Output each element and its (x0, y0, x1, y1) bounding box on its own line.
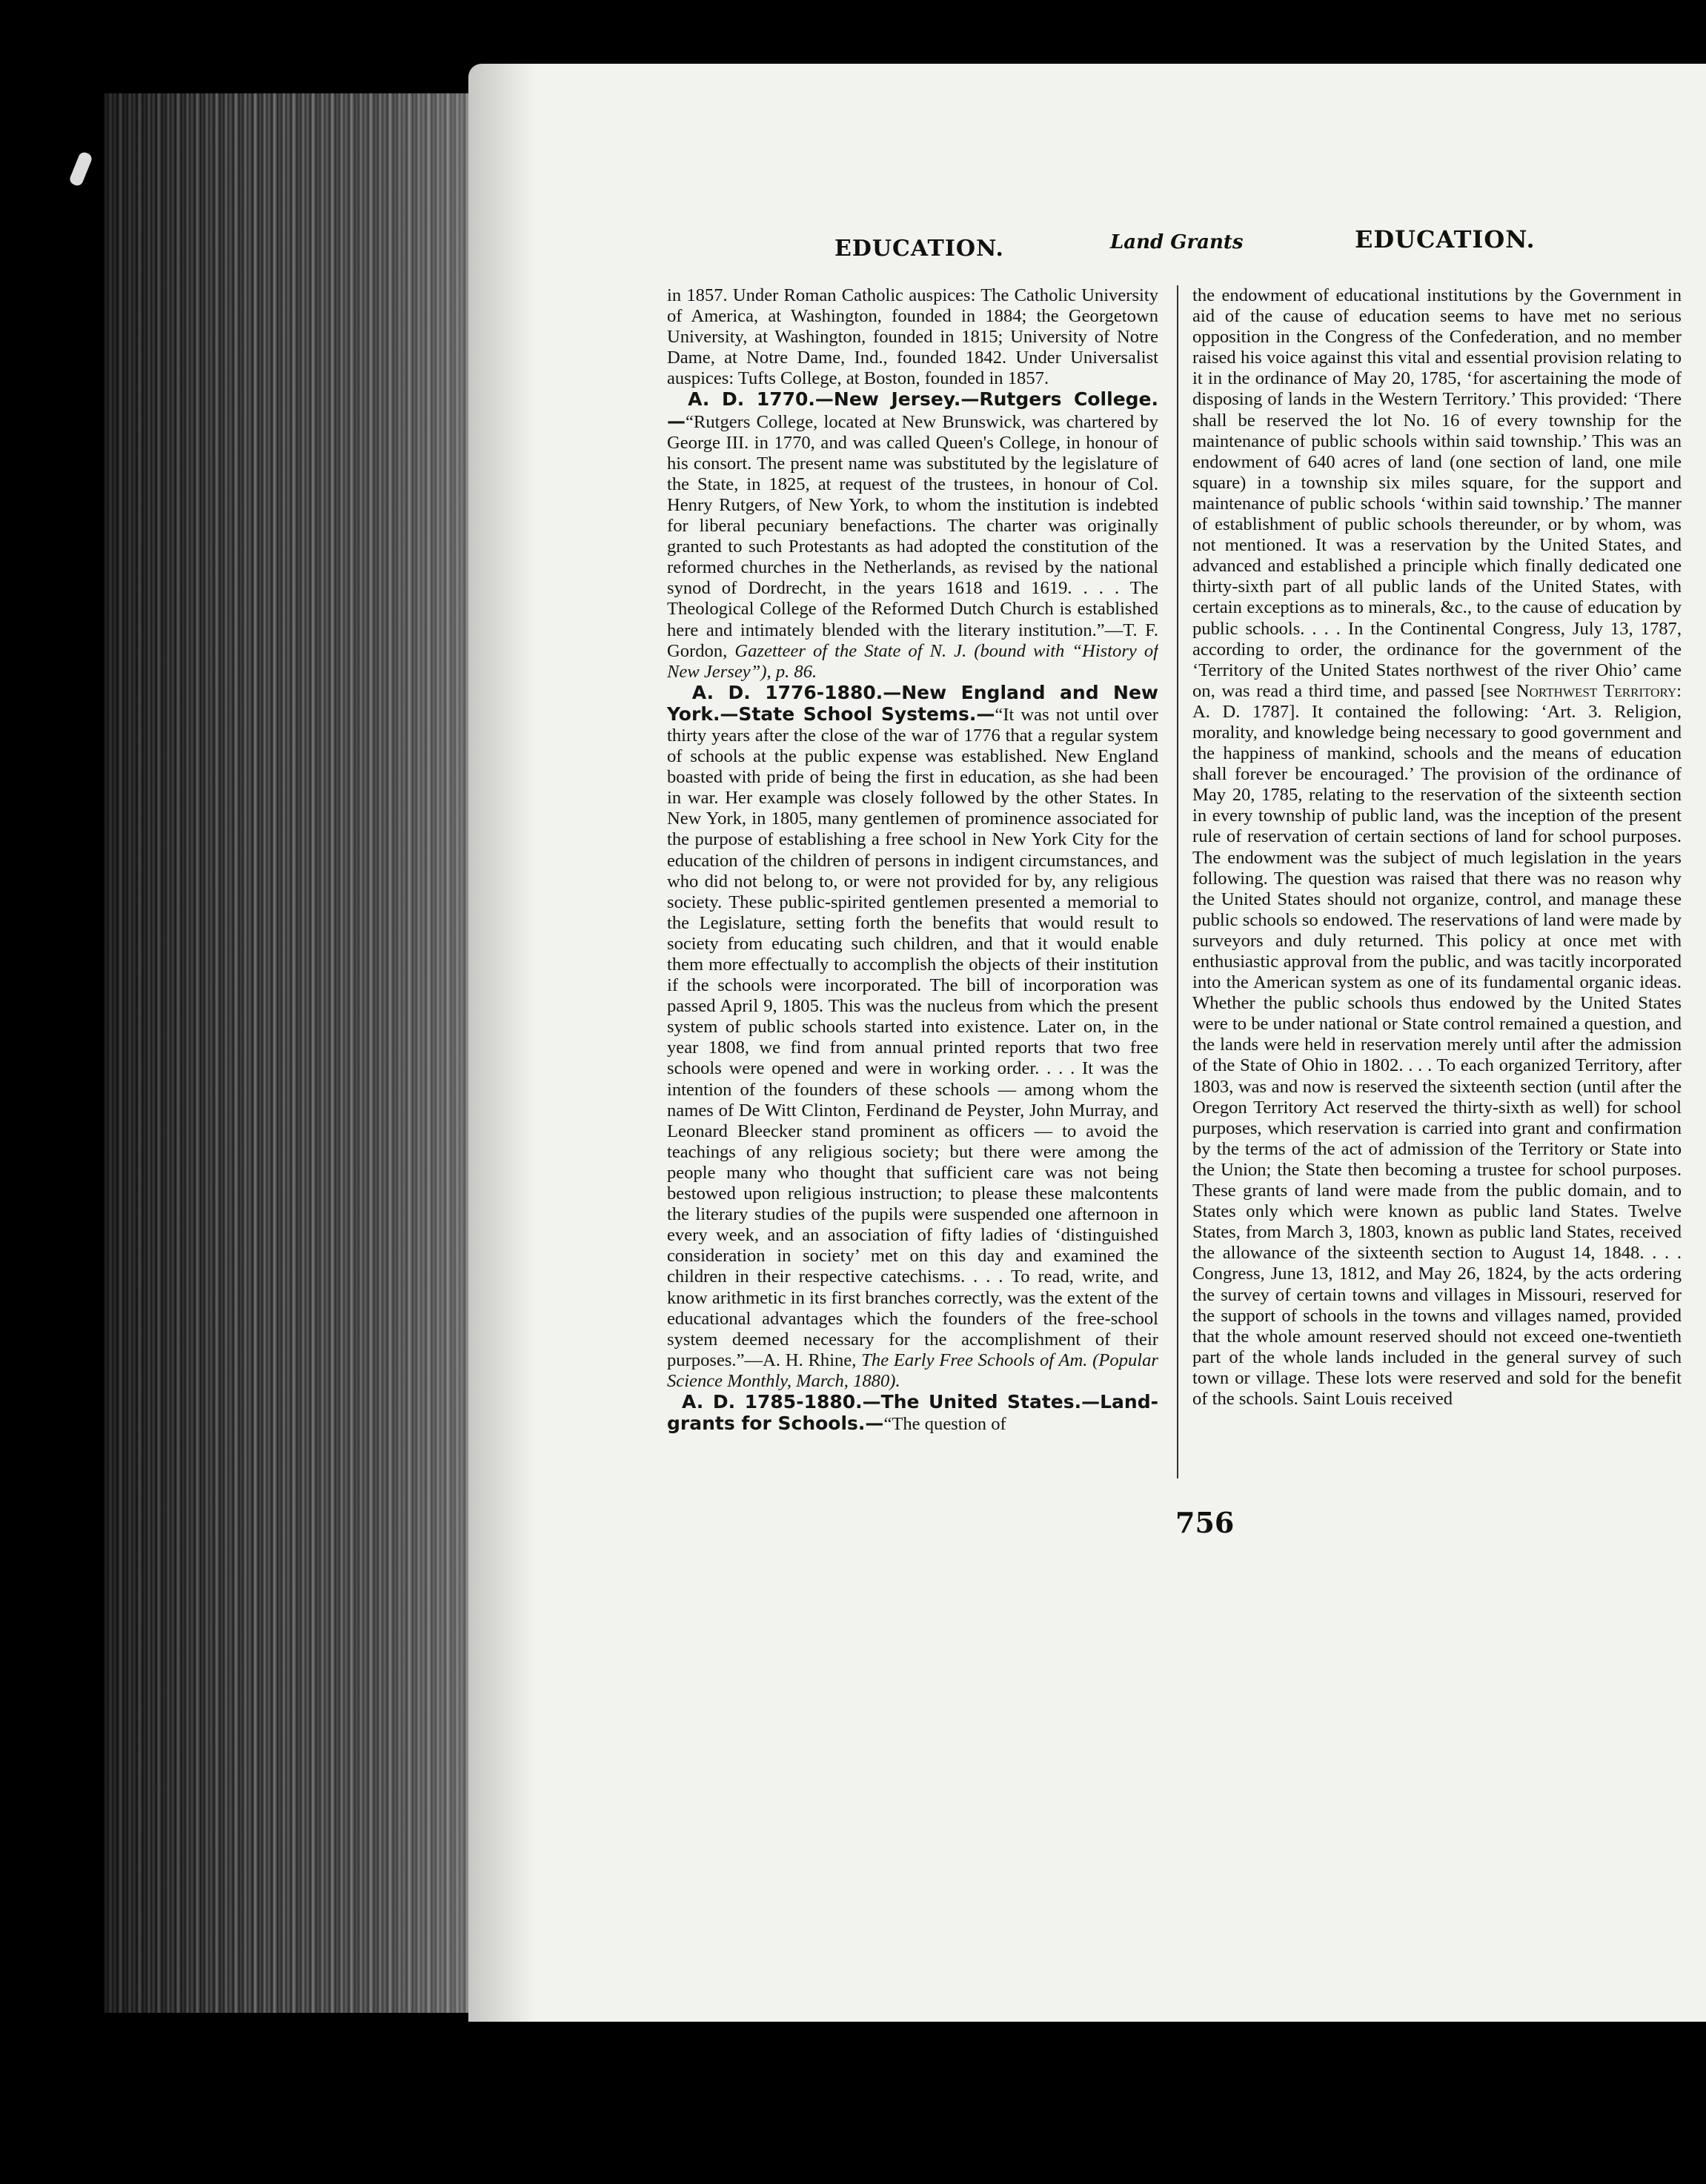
entry-land-grants (667, 1392, 1158, 1435)
page-edge-shadow (468, 64, 535, 2022)
running-header-right: EDUCATION. (1355, 225, 1536, 253)
entry-heading: A. D. 1770.—New Jersey.—Rutgers College.— (667, 388, 1158, 432)
entry-heading: A. D. 1776-1880.—New England and New York.—State School Systems.— (667, 681, 1158, 725)
intro-paragraph: in 1857. Under Roman Catholic auspices: The Catholic University of America, at Washington, founded in 1884; the Georgetown University, at Washington, founded in 1815; University of Notre Dame, at Notre Dame, Ind., founded 1842. Under Universalist auspices: Tufts College, at Boston, founded in 1857. (667, 285, 1158, 389)
entry-body: “Rutgers College, located at New Brunswick, was chartered by George III. in 1770, and was called Queen's College, in honour of his consort. The present name was substituted by the legislature of the State, in 1825, at request of the trustees, in honour of Col. Henry Rutgers, of New York, to whom the institution is indebted for liberal pecuniary benefactions. The charter was originally granted to such Protestants as had adopted the constitution of the reformed churches in the Netherlands, as revised by the national synod of Dordrecht, in the years 1618 and 1619. . . . The Theological College of the Reformed Dutch Church is established here and intimately blended with the literary institution.”—T. F. Gordon, (667, 411, 1158, 661)
land-grants-continuation (1192, 285, 1682, 1410)
scan-speck (68, 150, 93, 187)
gutter-shadow (104, 93, 474, 2013)
body-text: the endowment of educational institutions by the Government in aid of the cause of education seems to have met no serious opposition in the Congress of the Confederation, and no member raised his voice against this vital and essential provision relating to it in the ordinance of May 20, 1785, ‘for ascertaining the mode of disposing of lands in the Western Territory.’ This provided: ‘There shall be reserved the lot No. 16 of every township for the maintenance of public schools within said township.’ This was an endowment of 640 acres of land (one section of land, one mile square) in a township six miles square, for the support and maintenance of public schools ‘within said township.’ The manner of establishment of public schools thereunder, or by whom, was not mentioned. It was a reservation by the United States, and advanced and established a principle which finally dedicated one thirty-sixth part of all public lands of the United States, with certain exceptions as to minerals, &c., to the cause of education by public schools. . . . In the Continental Congress, July 13, 1787, according to order, the ordinance for the government of the ‘Territory of the United States northwest of the river Ohio’ came on, was read a third time, and passed [see (1192, 285, 1682, 701)
entry-heading: A. D. 1785-1880.—The United States.—Land-grants for Schools.— (667, 1390, 1158, 1435)
column-rule (1177, 285, 1178, 1478)
citation: Gazetteer of the State of N. J. (bound with “History of New Jersey”), p. 86. (667, 640, 1158, 682)
entry-rutgers (667, 389, 1158, 682)
running-header-center: Land Grants (1110, 231, 1244, 253)
body-text: : A. D. 1787]. It contained the following: ‘Art. 3. Religion, morality, and knowledge being necessary to good government and the happiness of mankind, schools and the means of education shall forever be encouraged.’ The provision of the ordinance of May 20, 1785, relating to the reservation of the sixteenth section in every township of public land, was the inception of the present rule of reservation of certain sections of land for school purposes. The endowment was the subject of much legislation in the years following. The question was raised that there was no reason why the United States should not organize, control, and manage these public schools so endowed. The reservations of land were made by surveyors and duly returned. This policy at once met with enthusiastic approval from the public, and was tacitly incorporated into the American system as one of its fundamental organic ideas. Whether the public schools thus endowed by the United States were to be under national or State control remained a question, and the lands were held in reservation merely until after the admission of the State of Ohio in 1802. . . . To each organized Territory, after 1803, was and now is reserved the sixteenth section (until after the Oregon Territory Act reserved the thirty-sixth as well) for school purposes, which reservation is carried into grant and confirmation by the terms of the act of admission of the Territory or State into the Union; the State then becoming a trustee for school purposes. These grants of land were made from the public domain, and to States only which were known as public land States. Twelve States, from March 3, 1803, known as public land States, received the allowance of the sixteenth section to August 14, 1848. . . . Congress, June 13, 1812, and May 26, 1824, by the acts ordering the survey of certain towns and villages in Missouri, reserved for the support of schools in the towns and villages named, provided that the whole amount reserved should not exceed one-twentieth part of the whole lands included in the general survey of such town or village. These lots were reserved and sold for the benefit of the schools. Saint Louis received (1192, 680, 1682, 1409)
citation: The Early Free Schools of Am. (Popular Science Monthly, March, 1880). (667, 1350, 1158, 1391)
entry-body: “The question of (883, 1414, 1006, 1435)
cross-reference: Northwest Territory (1516, 680, 1677, 701)
entry-body: “It was not until over thirty years after the close of the war of 1776 that a regular system of schools at the public expense was established. New England boasted with pride of being the first in education, as she had been in war. Her example was closely followed by the other States. In New York, in 1805, many gentlemen of prominence associated for the purpose of establishing a free school in New York City for the education of the children of persons in indigent circumstances, and who did not belong to, or were not provided for by, any religious society. These public-spirited gentlemen presented a memorial to the Legislature, setting forth the benefits that would result to society from educating such children, and that it would enable them more effectually to accomplish the objects of their institution if the schools were incorporated. The bill of incorporation was passed April 9, 1805. This was the nucleus from which the present system of public schools started into existence. Later on, in the year 1808, we find from annual printed reports that two free schools were opened and were in working order. . . . It was the intention of the founders of these schools — among whom the names of De Witt Clinton, Ferdinand de Peyster, John Murray, and Leonard Bleecker stand prominent as officers — to avoid the teachings of any religious society; but there were among the people many who thought that sufficient care was not being bestowed upon religious instruction; to please these malcontents the literary studies of the pupils were suspended one afternoon in every week, and an association of fifty ladies of ‘distinguished consideration in society’ met on this day and examined the children in their respective catechisms. . . . To read, write, and know arithmetic in its first branches correctly, was the extent of the educational advantages which the founders of the free-school system deemed necessary for the accomplishment of their purposes.”—A. H. Rhine, (667, 704, 1158, 1370)
entry-state-school-systems (667, 683, 1158, 1392)
page-number: 756 (1175, 1506, 1235, 1539)
running-header-left: EDUCATION. (834, 236, 1004, 262)
left-text-column (667, 285, 1158, 1501)
right-text-column (1192, 285, 1682, 1504)
